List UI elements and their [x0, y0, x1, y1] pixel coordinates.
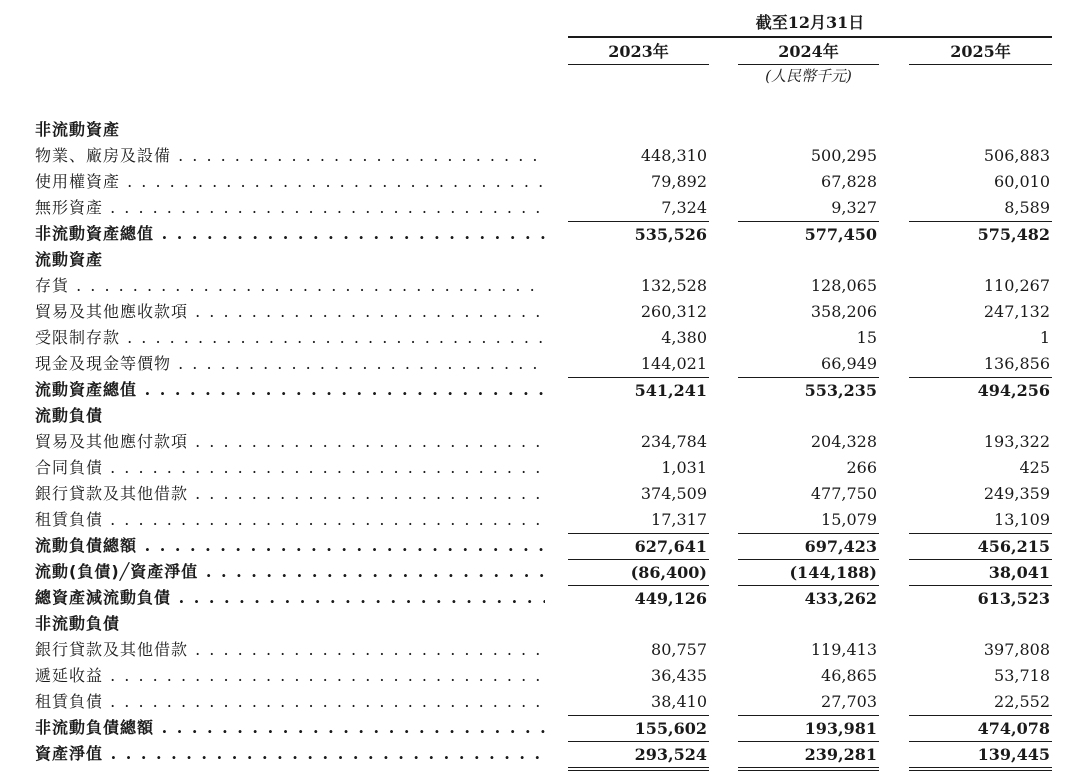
- value-cell-2025: 575,482: [909, 221, 1052, 247]
- currency-unit-label: (人民幣千元): [765, 67, 852, 85]
- value-cell-2025: 139,445: [909, 741, 1052, 771]
- value-cell-2023: 449,126: [568, 585, 709, 611]
- table-row: [0, 481, 1080, 507]
- value-cell-2023: 155,602: [568, 715, 709, 741]
- value-cell-2023: 627,641: [568, 533, 709, 559]
- year-header-2023: 2023年: [568, 40, 709, 65]
- table-row: [0, 429, 1080, 455]
- total-row: [0, 715, 1080, 741]
- value-cell-2024: 119,413: [810, 640, 877, 659]
- row-label: 流動資產總值 . . .: [35, 377, 545, 403]
- section-heading-row: [0, 403, 1080, 429]
- value-cell-2024: 266: [846, 458, 877, 477]
- row-label: 現金及現金等價物 . . .: [35, 351, 545, 377]
- table-row: [0, 143, 1080, 169]
- value-cell-2023: 260,312: [640, 302, 707, 321]
- value-cell-2025: 53,718: [994, 666, 1050, 685]
- row-label: 非流動負債總額 . . .: [35, 715, 545, 741]
- value-cell-2025: 60,010: [994, 172, 1050, 191]
- value-cell-2023: 1,031: [661, 458, 707, 477]
- value-cell-2024: 128,065: [810, 276, 877, 295]
- year-header-2024: 2024年: [738, 40, 879, 65]
- row-label: 使用權資產 . . .: [35, 169, 545, 195]
- value-cell-2025: 425: [1019, 458, 1050, 477]
- table-row: [0, 455, 1080, 481]
- row-label: 貿易及其他應收款項 . . .: [35, 299, 545, 325]
- table-row: [0, 299, 1080, 325]
- value-cell-2023: 7,324: [661, 198, 707, 217]
- value-cell-2024: 577,450: [738, 221, 879, 247]
- value-cell-2025: 38,041: [909, 559, 1052, 585]
- row-label: 總資產減流動負債 . . .: [35, 585, 545, 611]
- value-cell-2024: 15: [856, 328, 877, 347]
- row-label: 遞延收益 . . .: [35, 663, 545, 689]
- value-cell-2025: 136,856: [983, 354, 1050, 373]
- value-cell-2025: 456,215: [909, 533, 1052, 559]
- row-label: 租賃負債 . . .: [35, 507, 545, 533]
- value-cell-2025: 247,132: [983, 302, 1050, 321]
- value-cell-2024: 67,828: [821, 172, 877, 191]
- value-cell-2023: 535,526: [568, 221, 709, 247]
- total-row: [0, 559, 1080, 585]
- table-row: [0, 195, 1080, 221]
- total-row: [0, 533, 1080, 559]
- table-row: [0, 273, 1080, 299]
- value-cell-2023: 79,892: [651, 172, 707, 191]
- value-cell-2025: 8,589: [1004, 198, 1050, 217]
- value-cell-2025: 193,322: [983, 432, 1050, 451]
- table-row: [0, 169, 1080, 195]
- row-label: 流動資產: [35, 250, 104, 269]
- value-cell-2024: 358,206: [810, 302, 877, 321]
- row-label: 非流動資產: [35, 120, 121, 139]
- value-cell-2024: 477,750: [810, 484, 877, 503]
- total-row: [0, 741, 1080, 767]
- row-label: 受限制存款 . . .: [35, 325, 545, 351]
- section-heading-row: [0, 117, 1080, 143]
- value-cell-2023: 448,310: [640, 146, 707, 165]
- table-row: [0, 507, 1080, 533]
- table-row: [0, 689, 1080, 715]
- value-cell-2025: 13,109: [994, 510, 1050, 529]
- value-cell-2023: 541,241: [568, 377, 709, 403]
- value-cell-2023: 80,757: [651, 640, 707, 659]
- value-cell-2024: 46,865: [821, 666, 877, 685]
- value-cell-2023: 234,784: [640, 432, 707, 451]
- value-cell-2024: 239,281: [738, 741, 879, 771]
- value-cell-2024: 15,079: [821, 510, 877, 529]
- table-row: [0, 351, 1080, 377]
- value-cell-2024: 500,295: [810, 146, 877, 165]
- row-label: 資產淨值 . . .: [35, 741, 545, 767]
- table-row: [0, 325, 1080, 351]
- row-label: 非流動資產總值 . . .: [35, 221, 545, 247]
- value-cell-2024: 697,423: [738, 533, 879, 559]
- table-row: [0, 637, 1080, 663]
- value-cell-2025: 249,359: [983, 484, 1050, 503]
- row-label: 物業、廠房及設備 . . .: [35, 143, 545, 169]
- row-label: 合同負債 . . .: [35, 455, 545, 481]
- section-heading-row: [0, 247, 1080, 273]
- row-label: 銀行貸款及其他借款 . . .: [35, 637, 545, 663]
- total-row: [0, 221, 1080, 247]
- value-cell-2023: 36,435: [651, 666, 707, 685]
- row-label: 貿易及其他應付款項 . . .: [35, 429, 545, 455]
- value-cell-2025: 110,267: [983, 276, 1050, 295]
- value-cell-2024: 9,327: [831, 198, 877, 217]
- table-row: [0, 663, 1080, 689]
- row-label: 銀行貸款及其他借款 . . .: [35, 481, 545, 507]
- value-cell-2024: 553,235: [738, 377, 879, 403]
- total-row: [0, 585, 1080, 611]
- value-cell-2024: 433,262: [738, 585, 879, 611]
- row-label: 非流動負債: [35, 614, 121, 633]
- value-cell-2023: 293,524: [568, 741, 709, 771]
- row-label: 流動(負債)╱資產淨值 . . .: [35, 559, 545, 585]
- period-header: 截至12月31日: [568, 12, 1052, 38]
- value-cell-2025: 494,256: [909, 377, 1052, 403]
- total-row: [0, 377, 1080, 403]
- value-cell-2025: 613,523: [909, 585, 1052, 611]
- value-cell-2024: 27,703: [821, 692, 877, 711]
- value-cell-2024: 193,981: [738, 715, 879, 741]
- value-cell-2023: 132,528: [640, 276, 707, 295]
- row-label: 流動負債: [35, 406, 104, 425]
- value-cell-2023: 4,380: [661, 328, 707, 347]
- value-cell-2025: 1: [1039, 328, 1050, 347]
- value-cell-2023: 144,021: [640, 354, 707, 373]
- row-label: 存貨 . . .: [35, 273, 545, 299]
- value-cell-2025: 22,552: [994, 692, 1050, 711]
- section-heading-row: [0, 611, 1080, 637]
- value-cell-2024: (144,188): [738, 559, 879, 585]
- year-header-2025: 2025年: [909, 40, 1052, 65]
- row-label: 無形資產 . . .: [35, 195, 545, 221]
- row-label: 租賃負債 . . .: [35, 689, 545, 715]
- balance-sheet-table: [0, 117, 1080, 767]
- value-cell-2023: 17,317: [651, 510, 707, 529]
- value-cell-2025: 474,078: [909, 715, 1052, 741]
- year-headers: [568, 40, 1052, 66]
- row-label: 流動負債總額 . . .: [35, 533, 545, 559]
- value-cell-2025: 506,883: [983, 146, 1050, 165]
- value-cell-2025: 397,808: [983, 640, 1050, 659]
- value-cell-2024: 66,949: [821, 354, 877, 373]
- value-cell-2023: 374,509: [640, 484, 707, 503]
- value-cell-2023: (86,400): [568, 559, 709, 585]
- value-cell-2024: 204,328: [810, 432, 877, 451]
- value-cell-2023: 38,410: [651, 692, 707, 711]
